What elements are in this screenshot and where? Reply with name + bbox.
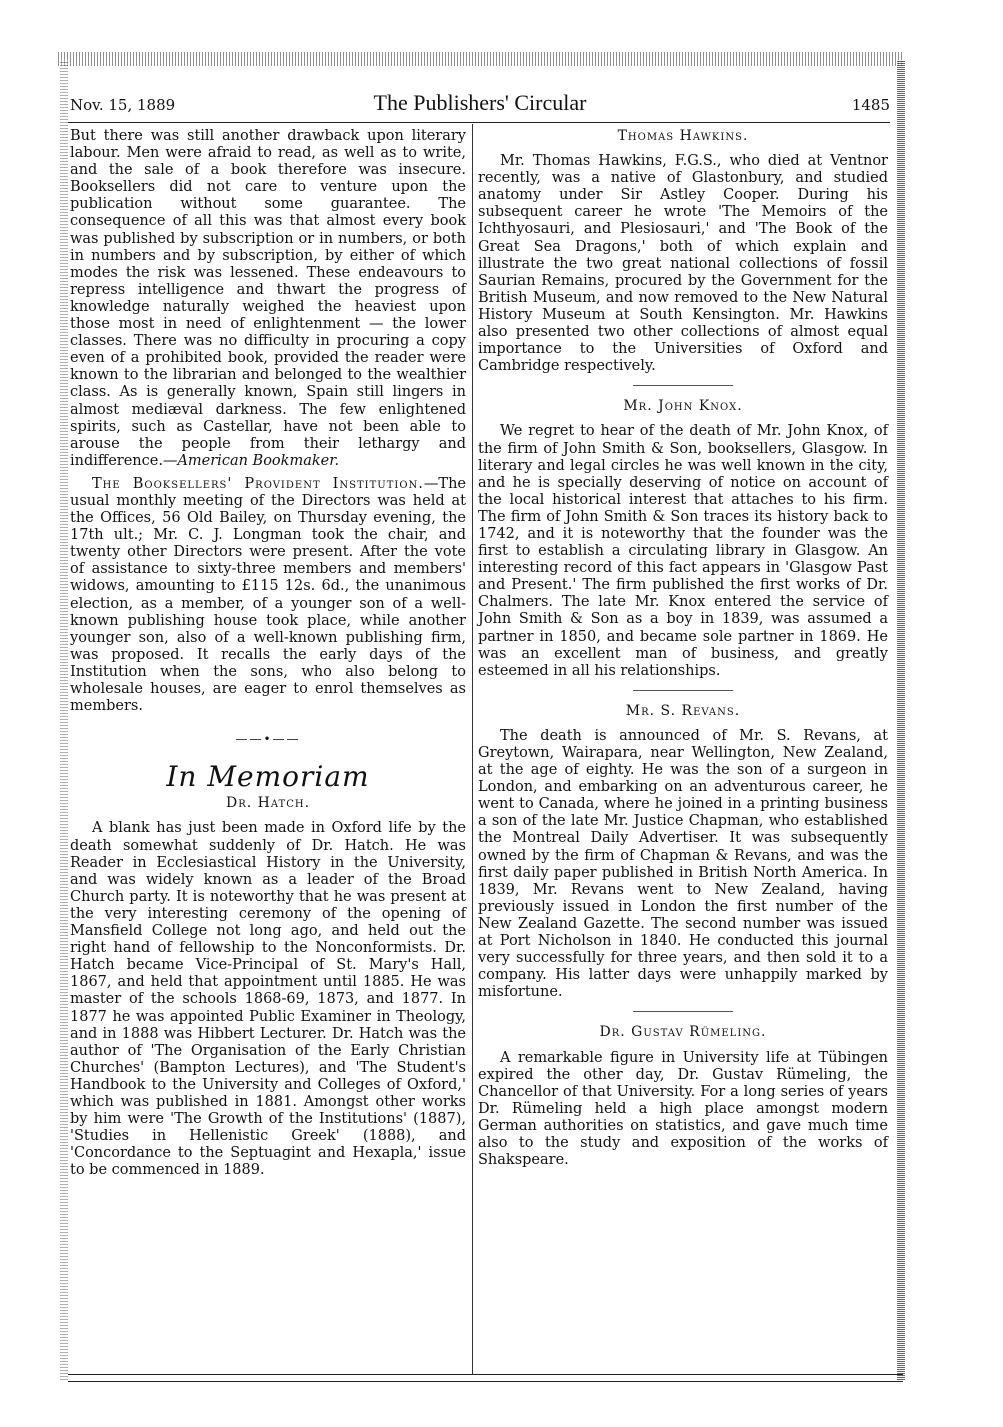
short-rule xyxy=(633,1011,733,1012)
newspaper-page xyxy=(58,52,903,1382)
left-column xyxy=(70,128,466,1185)
issue-date: Nov. 15, 1889 xyxy=(70,96,176,114)
booksellers-institution-article: The Booksellers' Provident Institution.—The usual monthly meeting of the Directors was held at the Offices, 56 Old Bailey, on Thursday evening, the 17th ult.; Mr. C. J. Longman took the chair, and twenty other Directors were present. After the vote of assistance to sixty-three members and members' widows, amounting to £115 12s. 6d., the unanimous election, as a member, of a younger son of a well-known publishing house took place, while another younger son, also of a well-known publishing firm, was proposed. It recalls the early days of the Institution when the sons, who also belong to wholesale houses, are eager to enrol themselves as members. xyxy=(70,475,466,715)
obituary-knox: We regret to hear of the death of Mr. John Knox, of the firm of John Smith & Son, booksellers, Glasgow. In literary and legal circles he was well known in the city, and he is specially deserving of notice on account of the local historical interest that attaches to his firm. The firm of John Smith & Son traces its history back to 1742, and it is noteworthy that the founder was the first to establish a circulating library in Glasgow. An interesting record of this fact appears in 'Glasgow Past and Present.' The firm published the first works of Dr. Chalmers. The late Mr. Knox entered the service of John Smith & Son as a boy in 1839, was assumed a partner in 1850, and became sole partner in 1869. He was an excellent man of business, and greatly esteemed in all his relationships. xyxy=(478,423,888,679)
page-number: 1485 xyxy=(851,96,890,114)
obituary-hawkins: Mr. Thomas Hawkins, F.G.S., who died at Ventnor recently, was a native of Glastonbury, and studied anatomy under Sir Astley Cooper. During his subsequent career he wrote 'The Memoirs of the Ichthyosauri, and Plesiosauri,' and 'The Book of the Great Sea Dragons,' both of which explain and illustrate the two great national collections of fossil Saurian Remains, procured by the Government for the British Museum, and now removed to the New Natural History Museum at South Kensington. Mr. Hawkins also presented two other collections of almost equal importance to the Universities of Oxford and Cambridge respectively. xyxy=(478,153,888,375)
header-rule xyxy=(68,122,890,123)
ornament-divider: ——•—— xyxy=(235,732,301,747)
short-rule xyxy=(633,690,733,691)
bottom-border xyxy=(68,1374,903,1382)
left-border xyxy=(60,60,68,1380)
right-border xyxy=(897,60,905,1380)
obituary-heading-rumeling: Dr. Gustav Rümeling. xyxy=(599,1024,767,1041)
obituary-heading-revans: Mr. S. Revans. xyxy=(625,702,741,719)
column-divider xyxy=(472,124,473,1374)
obituary-rumeling: A remarkable figure in University life at Tübingen expired the other day, Dr. Gustav Rümeling, the Chancellor of that University. For a long series of years Dr. Rümeling held a high place amongst modern German authorities on statistics, and gave much time also to the study and exposition of the works of Shakspeare. xyxy=(478,1049,888,1169)
obituary-heading-hawkins: Thomas Hawkins. xyxy=(617,128,749,144)
obituary-revans: The death is announced of Mr. S. Revans, at Greytown, Wairapara, near Wellington, New Zealand, at the age of eighty. He was the son of a surgeon in London, and embarking on an adventurous career, he went to Canada, where he joined in a printing business a son of the late Mr. Justice Chapman, who established the Montreal Daily Advertiser. It was subsequently owned by the firm of Chapman & Revans, and was the first daily paper published in British North America. In 1839, Mr. Revans went to New Zealand, having previously issued in London the first number of the New Zealand Gazette. The second number was issued at Port Nicholson in 1840. He conducted this journal very successfully for three years, and then sold it to a company. His latter days were unhappily marked by misfortune. xyxy=(478,727,888,1001)
article-lead: The Booksellers' Provident Institution. xyxy=(92,475,424,492)
page-header xyxy=(70,88,890,116)
obituary-hatch: A blank has just been made in Oxford life by the death somewhat suddenly of Dr. Hatch. He was Reader in Ecclesiastical History in the University, and was widely known as a leader of the Broad Church party. It is noteworthy that he was present at the very interesting ceremony of the opening of Mansfield College not long ago, and held out the right hand of fellowship to the Nonconformists. Dr. Hatch became Vice-Principal of St. Mary's Hall, 1867, and held that appointment until 1885. He was master of the schools 1868-69, 1873, and 1877. In 1877 he was appointed Public Examiner in Theology, and in 1888 was Hibbert Lecturer. Dr. Hatch was the author of 'The Organisation of the Early Christian Churches' (Bampton Lectures), and 'The Student's Handbook to the University and Colleges of Oxford,' which was published in 1881. Amongst other works by him were 'The Growth of the Institutions' (1887), 'Studies in Hellenistic Greek' (1888), and 'Concordance to the Septuagint and Hexapla,' issue to be commenced in 1889. xyxy=(70,820,466,1179)
right-column xyxy=(478,128,888,1175)
publication-title: The Publishers' Circular xyxy=(373,90,587,115)
article-continuation: But there was still another drawback upon literary labour. Men were afraid to read, as well as to write, and the sale of a book therefore was insecure. Booksellers did not care to venture upon the publication without some guarantee. The consequence of all this was that almost every book was published by subscription or in numbers, or both in numbers and by subscription, by either of which modes the risk was lessened. These endeavours to repress intelligence and thwart the progress of knowledge naturally weighed the heaviest upon those most in need of enlightenment — the lower classes. There was no difficulty in procuring a copy even of a prohibited book, provided the reader were known to the librarian and belonged to the wealthier class. As is generally known, Spain still lingers in almost mediæval darkness. The few enlightened spirits, such as Castellar, have not been able to arouse the people from their lethargy and indifference.—American Bookmaker. xyxy=(70,128,466,469)
obituary-heading-hatch: Dr. Hatch. xyxy=(225,795,311,812)
top-border xyxy=(58,52,903,66)
short-rule xyxy=(633,385,733,386)
article-source: American Bookmaker. xyxy=(177,452,340,469)
obituary-heading-knox: Mr. John Knox. xyxy=(623,398,743,415)
section-title: In Memoriam xyxy=(166,760,370,794)
